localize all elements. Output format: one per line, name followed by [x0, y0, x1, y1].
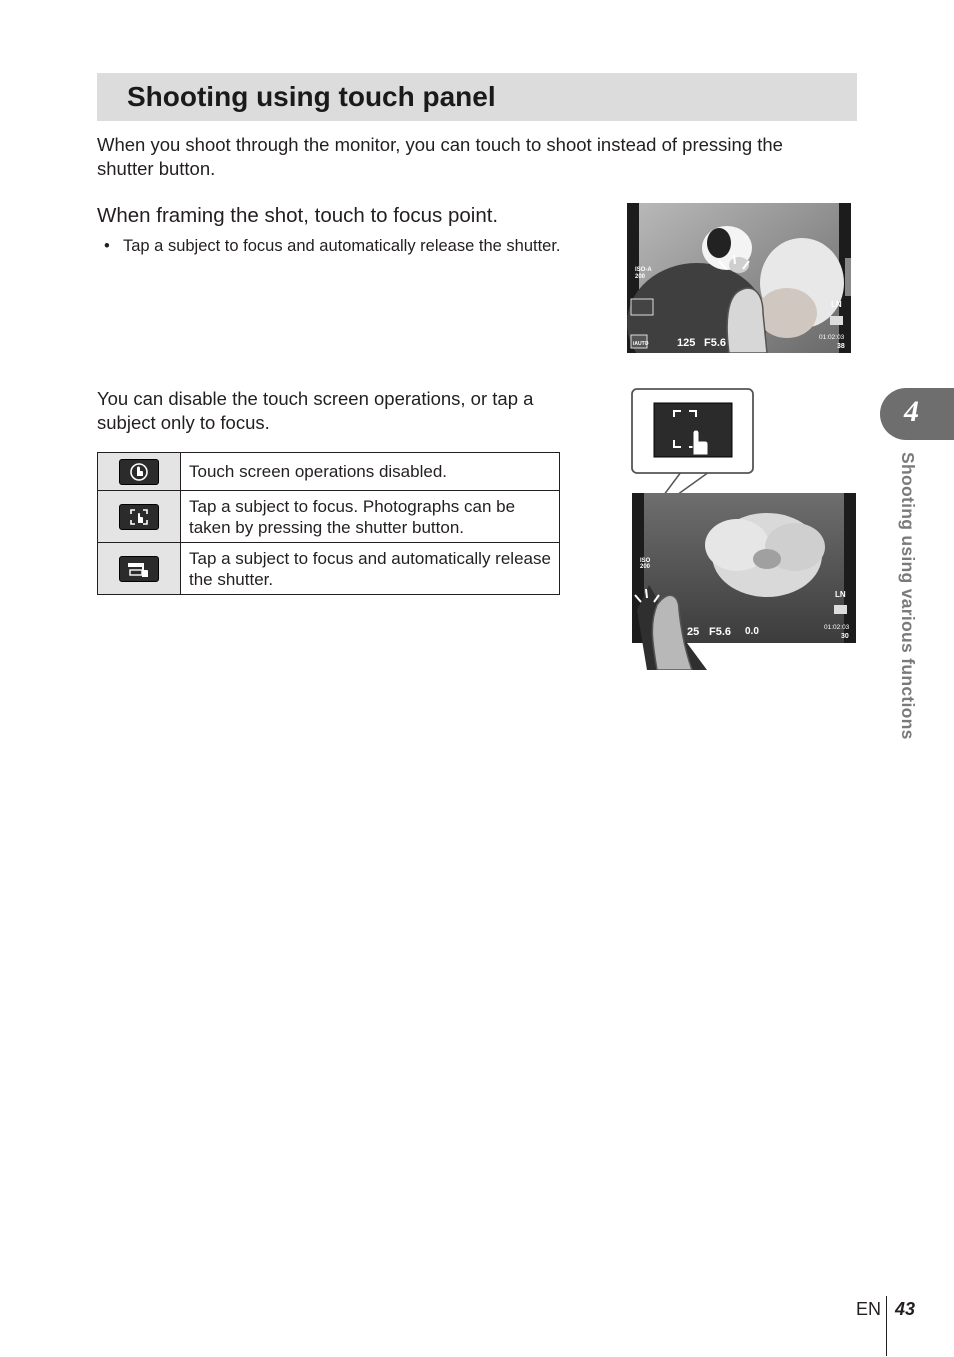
table-row [98, 453, 560, 491]
bullet-item [104, 235, 573, 257]
touch-disabled-icon [119, 459, 159, 485]
shutter-value-2: 25 [687, 626, 700, 638]
touch-af-icon [119, 504, 159, 530]
disable-paragraph: You can disable the touch screen operations, or tap a subject only to focus. [97, 388, 534, 433]
mode-description: Touch screen operations disabled. [181, 453, 560, 491]
time-2: 01:02:03 [824, 624, 850, 631]
chapter-tab [880, 388, 954, 440]
page-title: Shooting using touch panel [127, 81, 496, 112]
shutter-value-1: 125 [677, 337, 696, 349]
shots-2: 30 [841, 633, 849, 640]
iso-label-1: ISO-A [635, 267, 652, 273]
chapter-label: Shooting using various functions [898, 452, 918, 740]
aperture-value-1: F5.6 [704, 337, 727, 349]
mode-label-1: iAUTO [633, 341, 649, 347]
footer-language: EN [856, 1299, 882, 1319]
intro-paragraph: When you shoot through the monitor, you can touch to shoot instead of pressing the shutter button. [97, 134, 783, 179]
touch-shutter-icon [119, 556, 159, 582]
table-row [98, 543, 560, 595]
touch-mode-table [97, 452, 560, 595]
title-bar [97, 73, 857, 121]
quality-2: LN [835, 590, 846, 599]
iso-value-1: 200 [635, 274, 646, 280]
footer-divider [886, 1296, 887, 1356]
camera-screen-photo [627, 203, 851, 353]
mode-description: Tap a subject to focus. Photographs can be taken by pressing the shutter button. [181, 491, 560, 543]
page-number: 43 [895, 1299, 916, 1319]
chapter-number: 4 [904, 395, 919, 428]
iso-value-2: 200 [640, 564, 651, 570]
time-1: 01:02:03 [819, 334, 845, 341]
iso-label-2: ISO [640, 558, 651, 564]
exposure-value-2: 0.0 [745, 626, 759, 637]
bullet-text: Tap a subject to focus and automatically release the shutter. [123, 237, 561, 255]
shots-1: 38 [837, 343, 845, 350]
quality-1: LN [831, 300, 842, 309]
aperture-value-2: F5.6 [709, 626, 732, 638]
mode-description: Tap a subject to focus and automatically release the shutter. [181, 543, 560, 595]
bullet-mark: • [104, 237, 110, 255]
section-heading: When framing the shot, touch to focus point. [97, 204, 499, 227]
camera-screen-callout [627, 385, 859, 670]
table-row [98, 491, 560, 543]
